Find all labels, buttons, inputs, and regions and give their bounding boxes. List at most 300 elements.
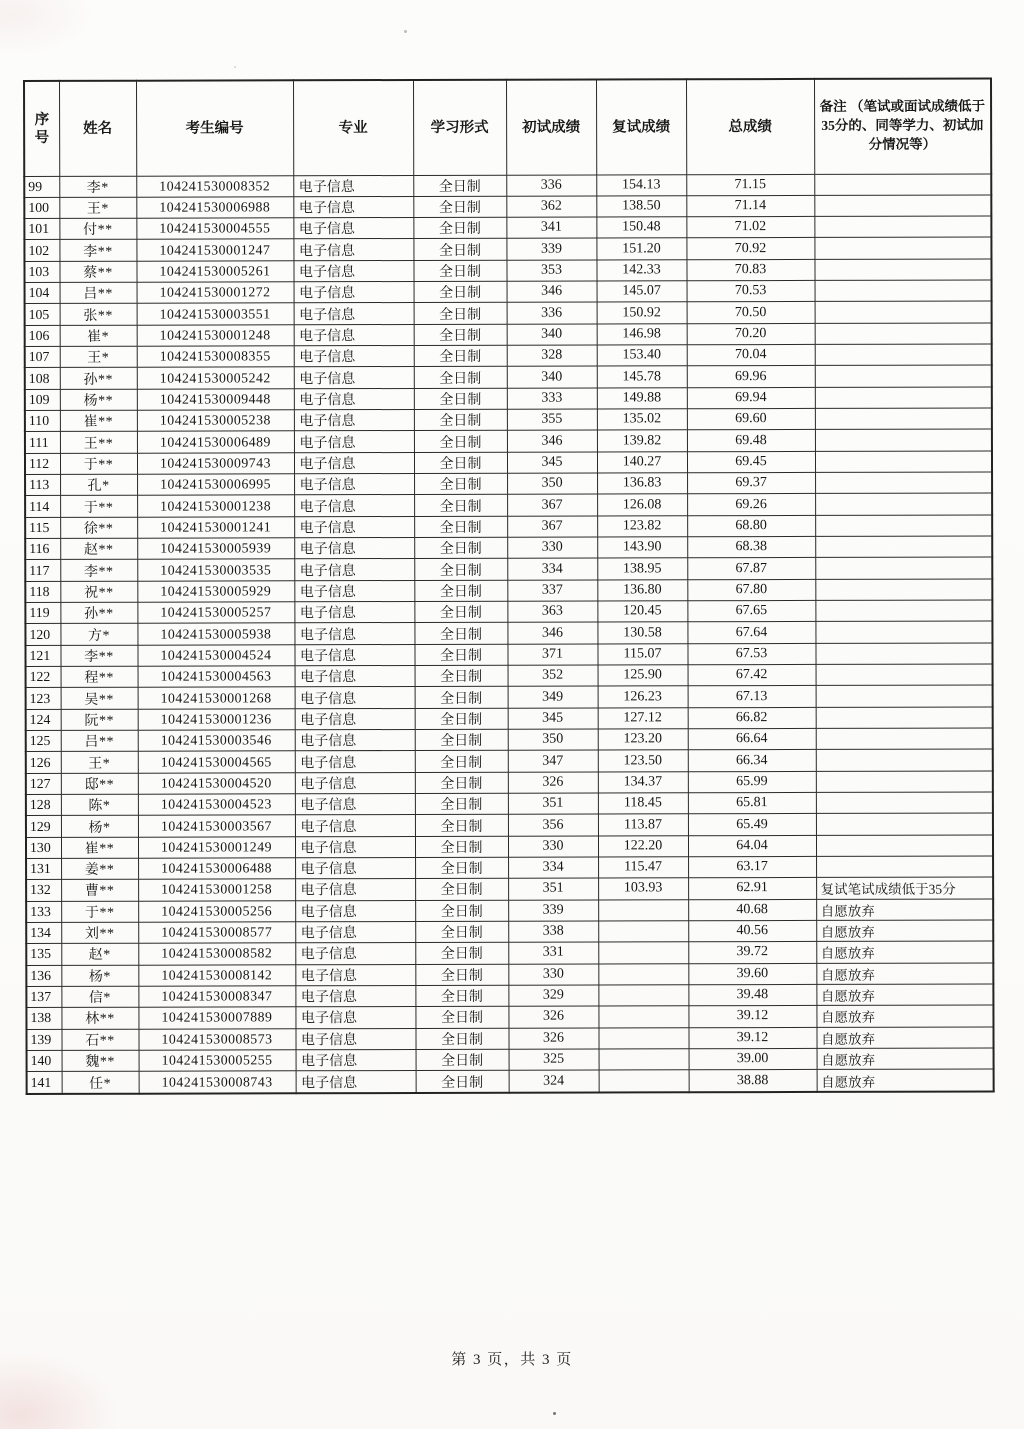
cell-total-score: 66.34 xyxy=(688,750,816,772)
cell-initial-score: 337 xyxy=(507,580,597,602)
cell-total-score: 68.38 xyxy=(687,537,815,559)
cell-initial-score: 331 xyxy=(508,942,598,964)
cell-index: 135 xyxy=(26,944,61,965)
cell-initial-score: 367 xyxy=(507,516,597,538)
table-row xyxy=(26,1027,993,1051)
table-row xyxy=(26,984,993,1008)
cell-candidate-id: 104241530005257 xyxy=(137,602,294,624)
cell-retest-score: 142.33 xyxy=(596,260,686,282)
cell-study-mode: 全日制 xyxy=(414,623,507,645)
cell-index: 122 xyxy=(26,666,61,687)
cell-major: 电子信息 xyxy=(294,516,414,538)
cell-name: 孔* xyxy=(60,474,137,496)
cell-initial-score: 338 xyxy=(508,921,598,943)
cell-major: 电子信息 xyxy=(295,815,415,837)
cell-remarks xyxy=(816,749,993,771)
cell-index: 104 xyxy=(25,283,60,304)
cell-initial-score: 347 xyxy=(508,750,598,772)
cell-candidate-id: 104241530001268 xyxy=(138,687,295,709)
cell-total-score: 39.48 xyxy=(688,984,816,1006)
cell-retest-score xyxy=(598,899,688,921)
cell-total-score: 39.12 xyxy=(688,1006,816,1028)
cell-initial-score: 336 xyxy=(506,174,596,196)
cell-initial-score: 352 xyxy=(508,665,598,687)
cell-candidate-id: 104241530007889 xyxy=(138,1007,295,1029)
cell-index: 134 xyxy=(26,922,61,943)
cell-initial-score: 334 xyxy=(508,857,598,879)
cell-remarks xyxy=(814,216,991,238)
cell-study-mode: 全日制 xyxy=(414,388,507,410)
cell-candidate-id: 104241530005255 xyxy=(139,1050,296,1072)
cell-name: 崔* xyxy=(60,325,137,347)
cell-remarks xyxy=(815,600,992,622)
cell-index: 110 xyxy=(25,411,60,432)
cell-index: 137 xyxy=(26,986,61,1007)
cell-index: 101 xyxy=(24,219,59,240)
cell-candidate-id: 104241530003535 xyxy=(137,559,294,581)
table-row xyxy=(25,600,992,624)
cell-retest-score: 136.83 xyxy=(597,473,687,495)
cell-index: 113 xyxy=(25,474,60,495)
cell-candidate-id: 104241530001258 xyxy=(138,879,295,901)
header-major: 专业 xyxy=(293,80,413,175)
cell-candidate-id: 104241530005938 xyxy=(137,623,294,645)
cell-index: 124 xyxy=(26,709,61,730)
cell-retest-score: 145.07 xyxy=(597,281,687,303)
cell-major: 电子信息 xyxy=(294,559,414,581)
cell-remarks xyxy=(815,280,992,302)
cell-candidate-id: 104241530005256 xyxy=(138,900,295,922)
cell-remarks: 自愿放弃 xyxy=(816,1005,993,1027)
cell-retest-score: 127.12 xyxy=(598,707,688,729)
cell-name: 张** xyxy=(60,304,137,326)
cell-retest-score: 118.45 xyxy=(598,793,688,815)
cell-initial-score: 346 xyxy=(507,281,597,303)
cell-initial-score: 340 xyxy=(507,366,597,388)
cell-candidate-id: 104241530003567 xyxy=(138,815,295,837)
cell-study-mode: 全日制 xyxy=(414,303,507,325)
cell-candidate-id: 104241530009743 xyxy=(137,453,294,475)
cell-candidate-id: 104241530001272 xyxy=(137,282,294,304)
table-row xyxy=(25,365,992,389)
cell-name: 蔡** xyxy=(59,261,136,283)
cell-retest-score: 139.82 xyxy=(597,430,687,452)
table-row xyxy=(26,771,993,795)
cell-total-score: 67.42 xyxy=(688,664,816,686)
cell-initial-score: 339 xyxy=(508,900,598,922)
table-row xyxy=(25,387,992,411)
cell-retest-score: 120.45 xyxy=(597,601,687,623)
table-row xyxy=(25,579,992,603)
cell-total-score: 69.45 xyxy=(687,451,815,473)
cell-total-score: 67.80 xyxy=(687,579,815,601)
table-row xyxy=(24,216,991,240)
cell-major: 电子信息 xyxy=(295,772,415,794)
cell-major: 电子信息 xyxy=(294,431,414,453)
cell-remarks xyxy=(815,408,992,430)
cell-study-mode: 全日制 xyxy=(414,431,507,453)
cell-candidate-id: 104241530006988 xyxy=(136,197,293,219)
cell-remarks xyxy=(815,429,992,451)
cell-candidate-id: 104241530005929 xyxy=(137,581,294,603)
cell-index: 119 xyxy=(25,602,60,623)
table-row xyxy=(26,941,993,965)
cell-initial-score: 330 xyxy=(508,836,598,858)
cell-candidate-id: 104241530004565 xyxy=(138,751,295,773)
cell-major: 电子信息 xyxy=(295,666,415,688)
cell-total-score: 39.00 xyxy=(689,1048,817,1070)
table-row xyxy=(25,557,992,581)
cell-study-mode: 全日制 xyxy=(414,324,507,346)
cell-retest-score: 115.07 xyxy=(597,643,687,665)
cell-study-mode: 全日制 xyxy=(415,879,508,901)
cell-remarks xyxy=(816,792,993,814)
cell-study-mode: 全日制 xyxy=(415,815,508,837)
cell-index: 111 xyxy=(25,432,60,453)
cell-candidate-id: 104241530008743 xyxy=(139,1071,296,1094)
cell-remarks xyxy=(814,173,991,195)
cell-retest-score: 150.48 xyxy=(596,217,686,239)
cell-index: 99 xyxy=(24,176,59,197)
cell-study-mode: 全日制 xyxy=(416,1049,509,1071)
results-table-body xyxy=(24,173,993,1094)
cell-major: 电子信息 xyxy=(295,836,415,858)
cell-major: 电子信息 xyxy=(293,218,413,240)
cell-study-mode: 全日制 xyxy=(415,729,508,751)
cell-retest-score: 140.27 xyxy=(597,452,687,474)
cell-total-score: 39.72 xyxy=(688,942,816,964)
cell-name: 王* xyxy=(61,752,138,774)
cell-index: 106 xyxy=(25,325,60,346)
cell-major: 电子信息 xyxy=(294,538,414,560)
cell-retest-score xyxy=(598,942,688,964)
table-row xyxy=(26,664,993,688)
table-row xyxy=(25,472,992,496)
cell-index: 118 xyxy=(25,581,60,602)
cell-retest-score: 153.40 xyxy=(597,345,687,367)
cell-index: 127 xyxy=(26,773,61,794)
cell-remarks: 自愿放弃 xyxy=(816,984,993,1006)
cell-study-mode: 全日制 xyxy=(415,943,508,965)
cell-total-score: 71.02 xyxy=(686,217,814,239)
cell-index: 139 xyxy=(26,1029,61,1050)
cell-index: 131 xyxy=(26,858,61,879)
cell-total-score: 66.64 xyxy=(688,728,816,750)
cell-name: 于** xyxy=(60,496,137,518)
cell-major: 电子信息 xyxy=(295,985,415,1007)
cell-study-mode: 全日制 xyxy=(413,239,506,261)
cell-total-score: 67.53 xyxy=(687,643,815,665)
cell-index: 112 xyxy=(25,453,60,474)
cell-initial-score: 336 xyxy=(507,302,597,324)
cell-total-score: 69.94 xyxy=(687,387,815,409)
cell-remarks xyxy=(815,643,992,665)
cell-index: 133 xyxy=(26,901,61,922)
cell-index: 102 xyxy=(24,240,59,261)
table-row xyxy=(25,344,992,368)
cell-remarks: 复试笔试成绩低于35分 xyxy=(816,877,993,899)
cell-name: 陈* xyxy=(61,794,138,816)
cell-index: 136 xyxy=(26,965,61,986)
cell-study-mode: 全日制 xyxy=(415,687,508,709)
cell-major: 电子信息 xyxy=(295,751,415,773)
cell-candidate-id: 104241530004523 xyxy=(138,794,295,816)
cell-total-score: 67.13 xyxy=(688,686,816,708)
cell-total-score: 39.60 xyxy=(688,963,816,985)
cell-major: 电子信息 xyxy=(294,410,414,432)
header-remarks: 备注 （笔试或面试成绩低于35分的、同等学力、初试加分情况等） xyxy=(814,78,991,173)
cell-candidate-id: 104241530001247 xyxy=(136,239,293,261)
cell-major: 电子信息 xyxy=(295,1028,415,1050)
cell-initial-score: 339 xyxy=(506,238,596,260)
cell-remarks: 自愿放弃 xyxy=(816,963,993,985)
scan-speck xyxy=(553,1412,556,1415)
cell-name: 王* xyxy=(60,346,137,368)
cell-remarks xyxy=(816,707,993,729)
cell-retest-score xyxy=(598,921,688,943)
cell-remarks xyxy=(815,301,992,323)
cell-study-mode: 全日制 xyxy=(415,921,508,943)
cell-candidate-id: 104241530004524 xyxy=(137,645,294,667)
cell-study-mode: 全日制 xyxy=(415,836,508,858)
cell-name: 刘** xyxy=(61,922,138,944)
cell-retest-score: 143.90 xyxy=(597,537,687,559)
table-row xyxy=(26,792,993,816)
cell-name: 李** xyxy=(59,240,136,262)
cell-study-mode: 全日制 xyxy=(413,196,506,218)
table-row xyxy=(27,1048,994,1072)
cell-study-mode: 全日制 xyxy=(413,175,506,197)
cell-study-mode: 全日制 xyxy=(415,772,508,794)
cell-index: 121 xyxy=(25,645,60,666)
table-row xyxy=(26,963,993,987)
cell-major: 电子信息 xyxy=(294,367,414,389)
cell-initial-score: 333 xyxy=(507,388,597,410)
cell-initial-score: 329 xyxy=(508,985,598,1007)
cell-initial-score: 346 xyxy=(507,622,597,644)
cell-name: 杨** xyxy=(60,389,137,411)
cell-remarks xyxy=(815,515,992,537)
cell-major: 电子信息 xyxy=(294,282,414,304)
cell-study-mode: 全日制 xyxy=(414,495,507,517)
table-row xyxy=(25,429,992,453)
cell-initial-score: 371 xyxy=(507,644,597,666)
cell-study-mode: 全日制 xyxy=(414,281,507,303)
table-row xyxy=(25,301,992,325)
cell-study-mode: 全日制 xyxy=(415,964,508,986)
table-row xyxy=(26,749,993,773)
cell-name: 杨* xyxy=(61,965,138,987)
cell-name: 徐** xyxy=(60,517,137,539)
cell-major: 电子信息 xyxy=(295,687,415,709)
header-total-score: 总成绩 xyxy=(686,79,814,174)
cell-retest-score xyxy=(599,1049,689,1071)
cell-major: 电子信息 xyxy=(295,1007,415,1029)
cell-name: 吴** xyxy=(61,688,138,710)
cell-remarks xyxy=(816,813,993,835)
header-name: 姓名 xyxy=(59,81,136,176)
cell-total-score: 70.04 xyxy=(687,345,815,367)
cell-total-score: 62.91 xyxy=(688,878,816,900)
cell-major: 电子信息 xyxy=(296,1071,416,1094)
cell-remarks: 自愿放弃 xyxy=(816,899,993,921)
cell-total-score: 39.12 xyxy=(688,1027,816,1049)
header-row xyxy=(24,78,991,176)
cell-candidate-id: 104241530005939 xyxy=(137,538,294,560)
header-initial-score: 初试成绩 xyxy=(506,79,596,174)
cell-total-score: 40.68 xyxy=(688,899,816,921)
cell-study-mode: 全日制 xyxy=(415,793,508,815)
cell-study-mode: 全日制 xyxy=(414,473,507,495)
cell-total-score: 69.60 xyxy=(687,409,815,431)
cell-retest-score xyxy=(599,1070,689,1092)
cell-candidate-id: 104241530004520 xyxy=(138,772,295,794)
cell-initial-score: 350 xyxy=(507,473,597,495)
results-table-header xyxy=(24,78,991,176)
cell-initial-score: 346 xyxy=(507,430,597,452)
cell-remarks xyxy=(816,835,993,857)
table-row xyxy=(26,707,993,731)
cell-initial-score: 351 xyxy=(508,793,598,815)
header-study-mode: 学习形式 xyxy=(413,80,506,175)
cell-initial-score: 349 xyxy=(508,686,598,708)
cell-initial-score: 326 xyxy=(508,1028,598,1050)
cell-candidate-id: 104241530001241 xyxy=(137,517,294,539)
scan-speck xyxy=(234,66,236,68)
cell-initial-score: 326 xyxy=(508,1006,598,1028)
cell-index: 120 xyxy=(25,624,60,645)
cell-candidate-id: 104241530006489 xyxy=(137,431,294,453)
cell-study-mode: 全日制 xyxy=(414,559,507,581)
cell-initial-score: 350 xyxy=(508,729,598,751)
cell-index: 138 xyxy=(26,1008,61,1029)
cell-study-mode: 全日制 xyxy=(414,601,507,623)
cell-retest-score: 122.20 xyxy=(598,835,688,857)
cell-total-score: 64.04 xyxy=(688,835,816,857)
cell-retest-score: 123.20 xyxy=(598,729,688,751)
cell-candidate-id: 104241530006488 xyxy=(138,858,295,880)
cell-major: 电子信息 xyxy=(293,175,413,197)
cell-major: 电子信息 xyxy=(293,239,413,261)
cell-index: 114 xyxy=(25,496,60,517)
cell-name: 于** xyxy=(61,901,138,923)
table-row xyxy=(25,515,992,539)
cell-name: 程** xyxy=(61,666,138,688)
cell-name: 方* xyxy=(60,624,137,646)
cell-total-score: 69.48 xyxy=(687,430,815,452)
cell-candidate-id: 104241530005238 xyxy=(137,410,294,432)
cell-candidate-id: 104241530001248 xyxy=(137,325,294,347)
cell-major: 电子信息 xyxy=(294,346,414,368)
cell-retest-score: 125.90 xyxy=(598,665,688,687)
cell-remarks xyxy=(815,557,992,579)
cell-retest-score: 126.23 xyxy=(598,686,688,708)
cell-major: 电子信息 xyxy=(295,921,415,943)
cell-remarks: 自愿放弃 xyxy=(816,1027,993,1049)
table-row xyxy=(25,493,992,517)
cell-total-score: 65.99 xyxy=(688,771,816,793)
cell-remarks xyxy=(814,237,991,259)
cell-remarks xyxy=(815,621,992,643)
cell-name: 王* xyxy=(59,197,136,219)
cell-name: 吕** xyxy=(61,730,138,752)
cell-major: 电子信息 xyxy=(294,602,414,624)
header-candidate-id: 考生编号 xyxy=(136,80,293,175)
cell-retest-score: 135.02 xyxy=(597,409,687,431)
cell-remarks xyxy=(814,195,991,217)
cell-total-score: 71.14 xyxy=(686,195,814,217)
cell-candidate-id: 104241530008577 xyxy=(138,922,295,944)
cell-name: 任* xyxy=(62,1071,139,1093)
cell-candidate-id: 104241530005242 xyxy=(137,367,294,389)
cell-retest-score: 134.37 xyxy=(598,771,688,793)
cell-study-mode: 全日制 xyxy=(415,708,508,730)
cell-study-mode: 全日制 xyxy=(416,1071,509,1093)
table-row xyxy=(26,899,993,923)
cell-candidate-id: 104241530003551 xyxy=(137,303,294,325)
cell-candidate-id: 104241530004555 xyxy=(136,218,293,240)
cell-remarks: 自愿放弃 xyxy=(817,1069,994,1092)
cell-name: 崔** xyxy=(61,837,138,859)
cell-name: 吕** xyxy=(60,282,137,304)
cell-retest-score: 115.47 xyxy=(598,857,688,879)
cell-study-mode: 全日制 xyxy=(413,217,506,239)
cell-study-mode: 全日制 xyxy=(414,345,507,367)
cell-study-mode: 全日制 xyxy=(415,985,508,1007)
cell-study-mode: 全日制 xyxy=(415,751,508,773)
cell-initial-score: 353 xyxy=(506,260,596,282)
cell-candidate-id: 104241530001238 xyxy=(137,495,294,517)
cell-name: 李** xyxy=(60,560,137,582)
cell-name: 石** xyxy=(61,1029,138,1051)
table-row xyxy=(26,685,993,709)
scan-speck xyxy=(404,30,407,33)
cell-retest-score: 126.08 xyxy=(597,494,687,516)
cell-remarks xyxy=(815,472,992,494)
cell-total-score: 65.81 xyxy=(688,792,816,814)
cell-index: 109 xyxy=(25,389,60,410)
cell-study-mode: 全日制 xyxy=(414,580,507,602)
table-row xyxy=(24,173,991,197)
cell-candidate-id: 104241530008355 xyxy=(137,346,294,368)
table-row xyxy=(24,259,991,283)
table-row xyxy=(26,920,993,944)
cell-total-score: 69.37 xyxy=(687,473,815,495)
cell-major: 电子信息 xyxy=(295,708,415,730)
cell-name: 祝** xyxy=(60,581,137,603)
table-row xyxy=(26,728,993,752)
table-row xyxy=(25,536,992,560)
cell-name: 付** xyxy=(59,218,136,240)
cell-name: 魏** xyxy=(62,1050,139,1072)
cell-total-score: 70.53 xyxy=(687,281,815,303)
cell-study-mode: 全日制 xyxy=(413,260,506,282)
cell-total-score: 67.87 xyxy=(687,558,815,580)
cell-initial-score: 345 xyxy=(508,708,598,730)
header-retest-score: 复试成绩 xyxy=(596,79,686,174)
cell-candidate-id: 104241530001236 xyxy=(138,708,295,730)
cell-study-mode: 全日制 xyxy=(415,1028,508,1050)
cell-study-mode: 全日制 xyxy=(415,1007,508,1029)
cell-index: 129 xyxy=(26,816,61,837)
cell-candidate-id: 104241530004563 xyxy=(138,666,295,688)
cell-major: 电子信息 xyxy=(295,730,415,752)
cell-name: 阮** xyxy=(61,709,138,731)
cell-name: 邸** xyxy=(61,773,138,795)
cell-retest-score: 136.80 xyxy=(597,579,687,601)
cell-retest-score: 151.20 xyxy=(596,238,686,260)
cell-remarks xyxy=(816,685,993,707)
